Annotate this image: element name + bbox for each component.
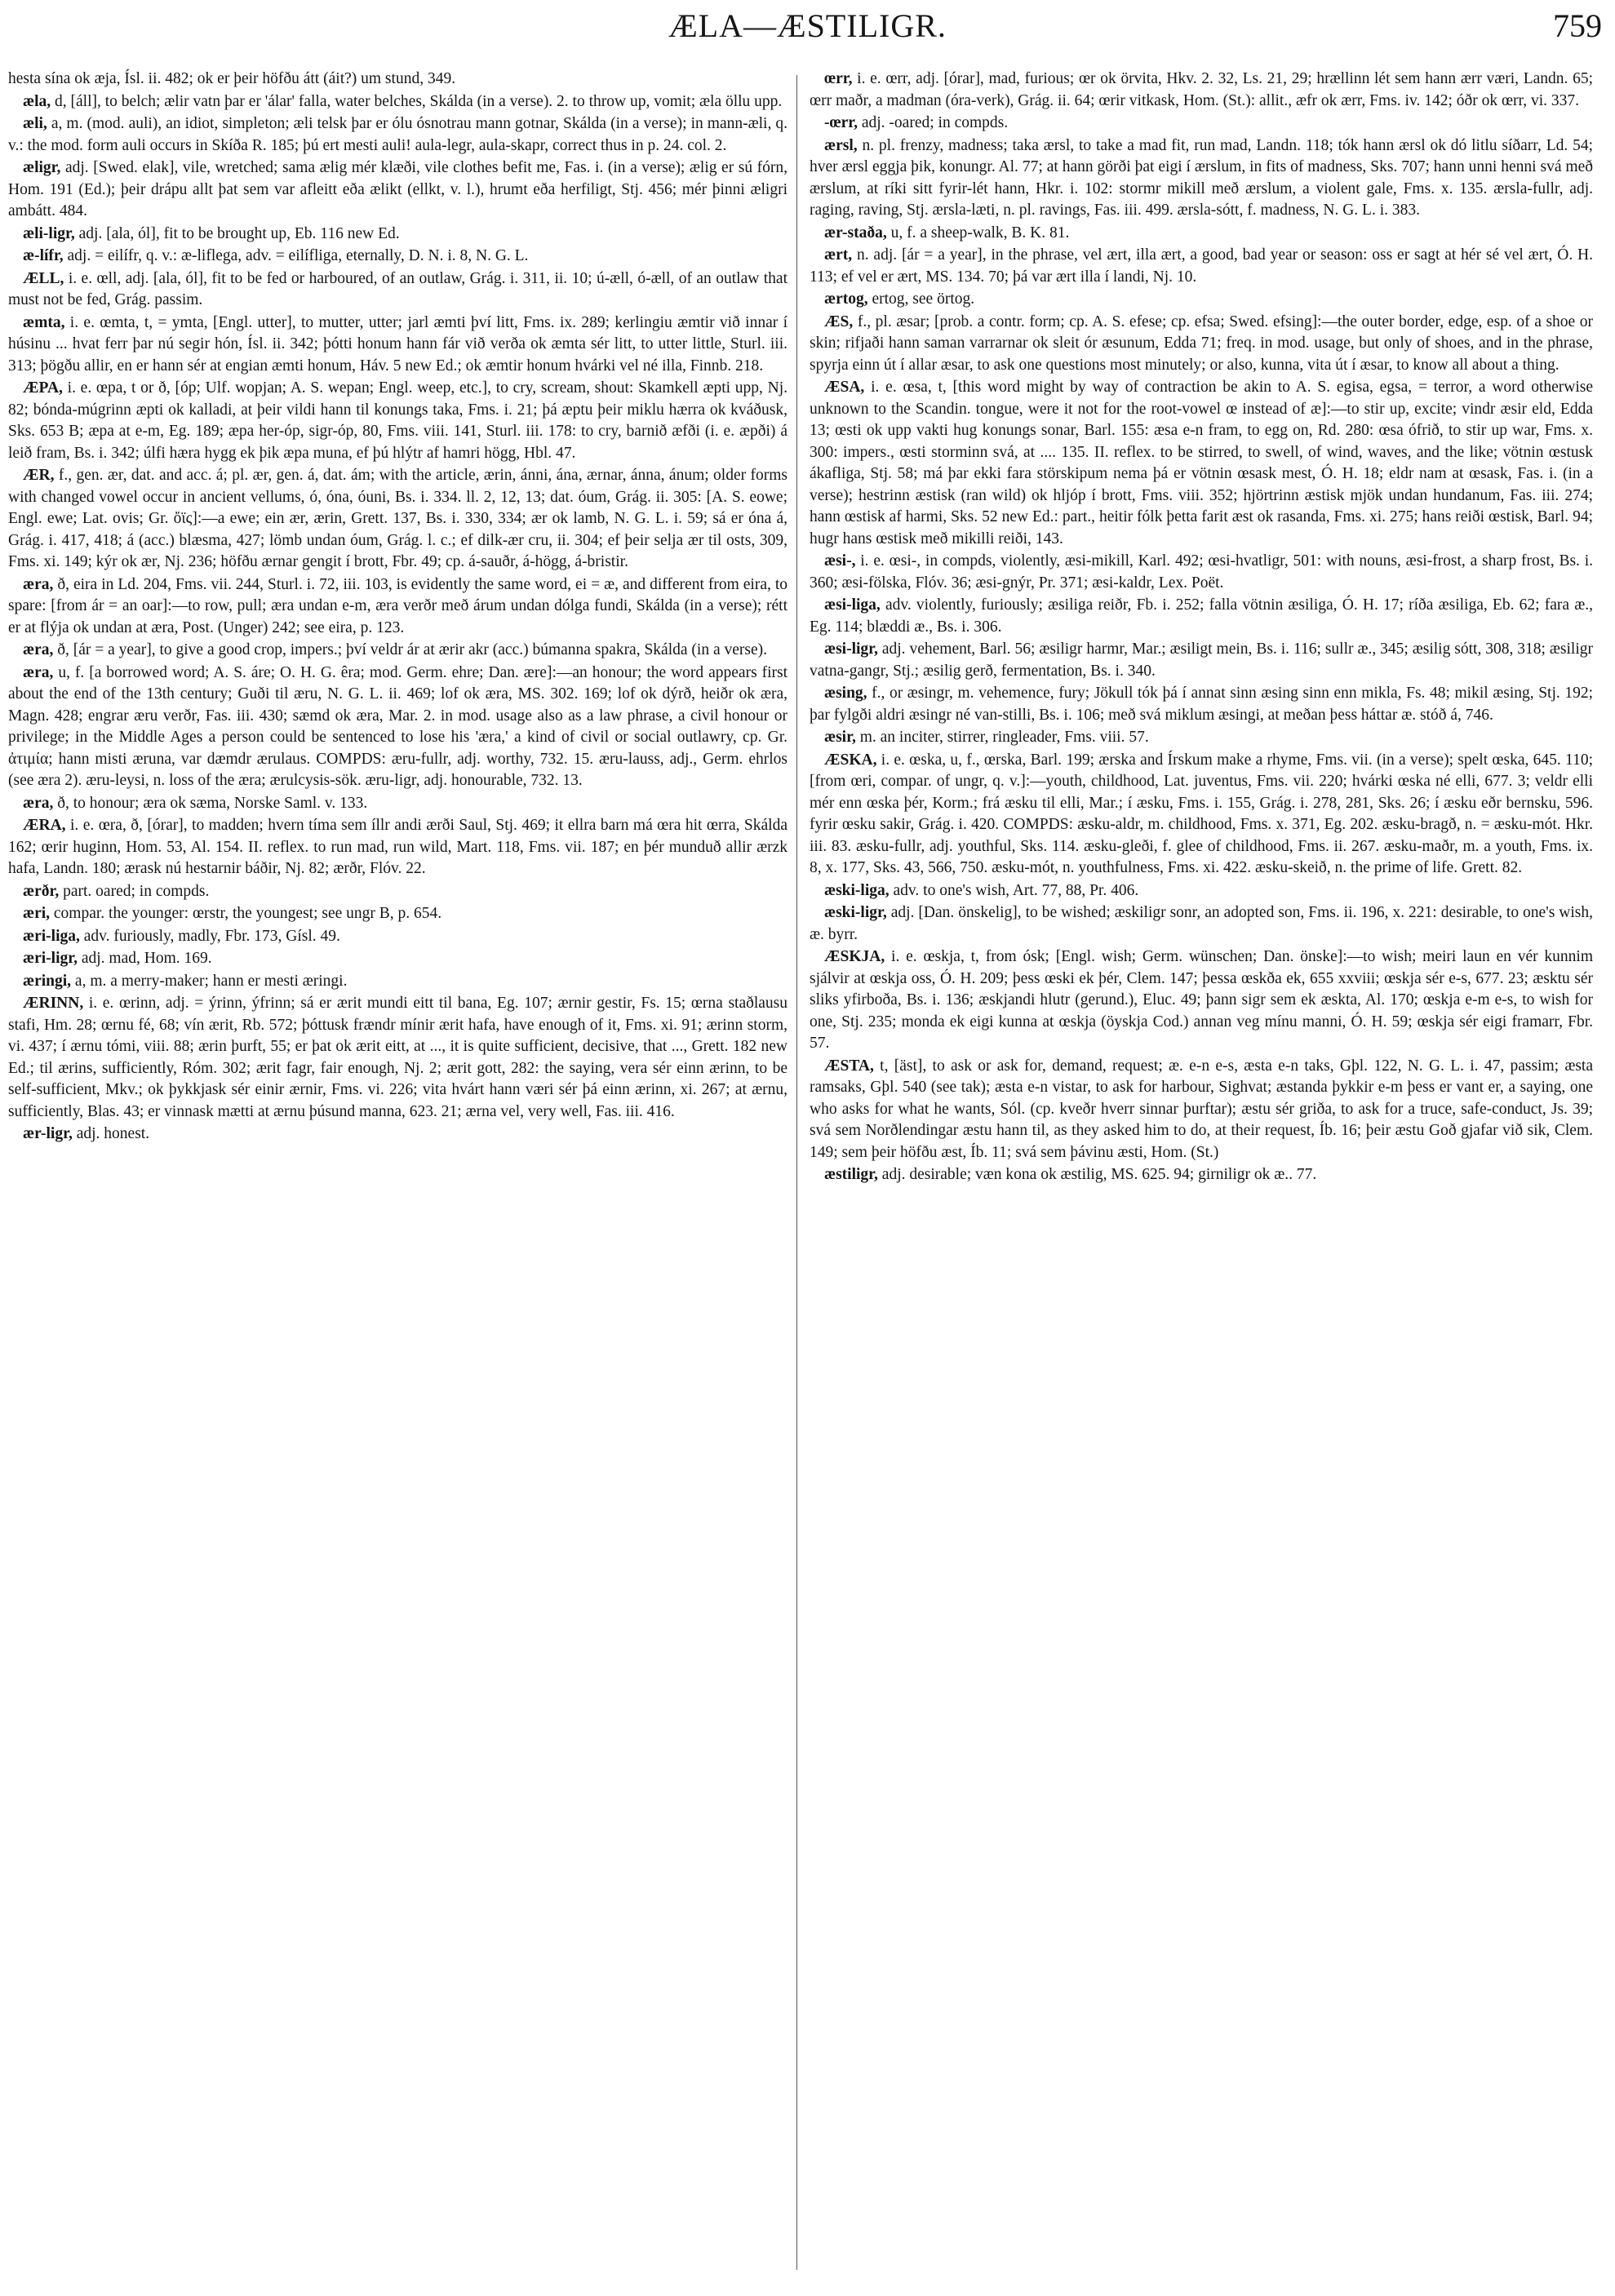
dictionary-entry bbox=[8, 663, 788, 792]
entry-text: adv. to one's wish, Art. 77, 88, Pr. 406. bbox=[893, 881, 1139, 899]
dictionary-entry bbox=[810, 639, 1593, 682]
entry-headword: æri-liga, bbox=[23, 927, 80, 945]
entry-headword: æra, bbox=[23, 575, 54, 593]
dictionary-entry bbox=[8, 465, 788, 574]
dictionary-entry bbox=[8, 815, 788, 880]
entry-text: adj. [Dan. önskelig], to be wished; æskiligr sonr, an adopted son, Fms. ii. 196, x. 221: desirable, to one's wish, æ. byrr. bbox=[810, 904, 1593, 943]
entry-text: i. e. œska, u, f., œrska, Barl. 199; ærska and Írskum make a rhyme, Fms. vii. (in a verse); spelt œska, 645. 110; [from œri, compar. of ungr, q. v.]:—youth, childhood, Lat. juventus, Fms. vii. 220; hvárki œska né elli, 677. 3; veldr elli mér enn œska þér, Korm.; frá æsku til elli, Mar.; í æsku, Fms. i. 155, Grág. i. 278, 281, Sks. 26; í æsku eðr bernsku, 596. fyrir œsku sakir, Grág. i. 420. COMPDS: æsku-aldr, m. childhood, Fms. x. 371, Eg. 202. æsku-bragð, n. = æsku-mót. Hkr. iii. 83. æsku-fullr, adj. youthful, Sks. 114. æsku-gleði, f. glee of childhood, Fms. ii. 267. æsku-maðr, m. a youth, Fms. ix. 8, x. 177, Sks. 43, 566, 750. æsku-mót, n. youthfulness, Fms. xi. 422. æsku-skeið, n. the prime of life. Grett. 82. bbox=[810, 751, 1593, 876]
entry-text: i. e. œrr, adj. [órar], mad, furious; œr ok örvita, Hkv. 2. 32, Ls. 21, 29; hrællinn lét sem hann ærr væri, Landn. 65; œrr maðr, a madman (óra-verk), Grág. ii. 64; œrir vitkask, Hom. (St.): allit., æfr ok ærr, Fms. iv. 142; óðr ok œrr, vi. 337. bbox=[810, 70, 1593, 109]
entry-headword: æri-ligr, bbox=[23, 950, 78, 967]
dictionary-entry bbox=[810, 289, 1593, 311]
entry-text: ð, eira in Ld. 204, Fms. vii. 244, Sturl. i. 72, iii. 103, is evidently the same word, ei = æ, and different from eira, to spare: [from ár = an oar]:—to row, pull; æra undan e-m, æra verðr með árum undan dólga fundi, Skálda (in a verse); rétt er at flýja ok undan at æra, Post. (Unger) 242; see eira, p. 123. bbox=[8, 575, 788, 636]
dictionary-entry bbox=[810, 880, 1593, 902]
entry-headword: æski-ligr, bbox=[824, 904, 887, 921]
entry-text: compar. the younger: œrstr, the youngest; see ungr B, p. 654. bbox=[53, 905, 442, 922]
dictionary-entry bbox=[8, 640, 788, 662]
entry-text: i. e. œrinn, adj. = ýrinn, ýfrinn; sá er ærit mundi eitt til bana, Eg. 107; ærnir gestir, Fs. 15; œrna staðlausu stafi, Hm. 28; œrnu fé, 68; vín ærit, Rb. 572; þóttusk frændr mínir ærit hafa, have enough of it, Fms. xi. 91; ærinn storm, vi. 437; í ærnu tómi, viii. 88; ærin þurft, 55; er þat ok ærit eitt, at ..., it is quite sufficient, decisive, that ..., Grett. 182 new Ed.; til ærins, sufficiently, Róm. 302; ærit fagr, fair enough, Nj. 2; ærit gott, 282: the saying, vera sér einn ærinn, to be self-sufficient, Mkv.; ok þykkjask sér einir ærnir, Fms. vi. 226; vita hvárt hann væri sér þá einn ærinn, xi. 267; at ærnu, sufficiently, Blas. 43; er vinnask mætti at ærnu þúsund manna, 623. 21; ærna vel, very well, Fas. iii. 416. bbox=[8, 995, 788, 1120]
dictionary-entry bbox=[810, 727, 1593, 749]
entry-headword: ÆRINN, bbox=[23, 995, 84, 1012]
entry-text: adj. [ala, ól], fit to be brought up, Eb. 116 new Ed. bbox=[78, 224, 400, 242]
entry-headword: æli, bbox=[23, 115, 47, 132]
entry-headword: œrr, bbox=[824, 70, 853, 87]
entry-text: f., gen. ær, dat. and acc. á; pl. ær, gen. á, dat. ám; with the article, ærin, ánni, ána, ærnar, ánna, ánum; older forms with changed vowel occur in ancient vellums, ó, óna, óuni, Bs. i. 334. ll. 2, 12, 13; dat. óum, Grág. ii. 305: [A. S. eowe; Engl. ewe; Lat. ovis; Gr. ὄϊς]:—a ewe; ein ær, ærin, Grett. 137, Bs. i. 330, 334; ær ok lamb, N. G. L. i. 59; sá er óna á, Grág. i. 417, 418; á (acc.) blæsma, 427; lömb undan óum, Grág. l. c.; ef dilk-ær cru, ii. 304; ef þeir selja ær til osts, 309, Fms. xi. 149; kýr ok ær, Nj. 236; höfðu ærnar gengit í brott, Fbr. 49; cp. á-sauðr, á-högg, á-bristir. bbox=[8, 467, 788, 570]
entry-headword: æringi, bbox=[23, 972, 72, 990]
entry-text: i. e. œpa, t or ð, [óp; Ulf. wopjan; A. S. wepan; Engl. weep, etc.], to cry, scream, shout: Skamkell æpti upp, Nj. 82; bónda-múgrinn æpti ok kalladi, at þeir vildi hann til konungs taka, Fms. i. 21; þá æptu þeir miklu hærra ok kváðusk, Sks. 653 B; æpa at e-m, Eg. 189; æpa her-óp, sigr-óp, 80, Fms. viii. 141, Sturl. iii. 178: to cry, barnið æfði (i. e. æpði) á leið fram, Bs. i. 342; úlfi hæra hygg ek þik æpa muna, ef þú hlýtr af hamri högg, Hbl. 47. bbox=[8, 379, 788, 462]
dictionary-entry bbox=[810, 683, 1593, 726]
entry-headword: æra, bbox=[23, 794, 54, 812]
entry-text: i. e. œmta, t, = ymta, [Engl. utter], to mutter, utter; jarl æmti því litt, Fms. ix. 289; kerlingiu æmtir við innar í húsinu ... hvat ferr þar nú segir hón, Ísl. ii. 342; þótti honum hann fár við verða ok æmta sér litt, to utter little, Sturl. iii. 313; þögðu allir, en er hann sér at engian æmti honum, Háv. 5 new Ed.; ok æmtir honum hvárki vel né illa, Finnb. 218. bbox=[8, 313, 788, 375]
dictionary-entry bbox=[810, 135, 1593, 222]
running-title: ÆLA—ÆSTILIGR. bbox=[668, 7, 947, 44]
right-column bbox=[810, 69, 1593, 2272]
dictionary-entry bbox=[8, 312, 788, 378]
dictionary-entry bbox=[8, 948, 788, 970]
dictionary-entry bbox=[810, 750, 1593, 880]
dictionary-entry bbox=[810, 902, 1593, 946]
entry-text: u, f. a sheep-walk, B. K. 81. bbox=[890, 224, 1070, 242]
dictionary-entry bbox=[8, 881, 788, 903]
entry-text: a, m. a merry-maker; hann er mesti æringi. bbox=[74, 972, 348, 990]
entry-text: adj. vehement, Barl. 56; æsiligr harmr, Mar.; æsiligt mein, Bs. i. 116; sullr æ., 345; æsilig sótt, 308, 318; æsiligr vatna-gangr, Stj.; æsilig gerð, fermentation, Bs. i. 340. bbox=[810, 640, 1593, 680]
entry-headword: ær-staða, bbox=[824, 224, 887, 242]
entry-text: adj. mad, Hom. 169. bbox=[81, 950, 212, 967]
dictionary-entry bbox=[8, 224, 788, 246]
entry-text: part. oared; in compds. bbox=[63, 882, 210, 900]
entry-headword: ÆSA, bbox=[824, 379, 865, 396]
dictionary-entry bbox=[8, 91, 788, 113]
entry-text: f., pl. æsar; [prob. a contr. form; cp. A. S. efese; cp. efsa; Swed. efsing]:—the outer border, edge, esp. of a shoe or skin; rifjaði hann saman varrarnar ok sleit ór æsunum, Edda 71; freq. in mod. usage, but only of shoes, and in the phrase, spyrja einn út í allar æsar, to ask one questions most minutely; or also, kunna, vita út í æsar, to know all about a thing. bbox=[810, 312, 1593, 374]
entry-text: d, [áll], to belch; ælir vatn þar er 'álar' falla, water belches, Skálda (in a verse). 2. to throw up, vomit; æla öllu upp. bbox=[55, 92, 783, 110]
entry-headword: ærtog, bbox=[824, 290, 868, 308]
entry-text: m. an inciter, stirrer, ringleader, Fms. viii. 57. bbox=[859, 729, 1149, 746]
entry-text: a, m. (mod. auli), an idiot, simpleton; æli telsk þar er ólu ósnotrau mann gotnar, Skálda (in a verse); in mann-æli, q. v.: the mod. form auli occurs in Skíða R. 185; þú ert mesti auli! aula-legr, aula-skapr, correct thus in p. 24. col. 2. bbox=[8, 115, 788, 154]
entry-headword: ÆSKJA, bbox=[824, 948, 885, 965]
entry-headword: æski-liga, bbox=[824, 881, 890, 899]
entry-headword: ÆR, bbox=[23, 467, 55, 484]
entry-headword: æsir, bbox=[824, 729, 856, 746]
entry-headword: æsing, bbox=[824, 685, 867, 702]
entry-text: adv. furiously, madly, Fbr. 173, Gísl. 49. bbox=[83, 927, 340, 945]
entry-text: ertog, see örtog. bbox=[872, 290, 975, 308]
entry-text: ð, to honour; æra ok sæma, Norske Saml. v. 133. bbox=[57, 794, 368, 812]
dictionary-entry bbox=[8, 903, 788, 925]
entry-headword: æri, bbox=[23, 905, 51, 922]
entry-text: i. e. œll, adj. [ala, ól], fit to be fed or harboured, of an outlaw, Grág. i. 311, ii. 10; ú-æll, ó-æll, of an outlaw that must not be fed, Grág. passim. bbox=[8, 269, 788, 308]
dictionary-entry bbox=[8, 993, 788, 1123]
dictionary-entry bbox=[810, 245, 1593, 288]
entry-text: i. e. œsa, t, [this word might by way of contraction be akin to A. S. egisa, egsa, = terror, a word otherwise unknown to the Scandin. tongue, were it not for the root-vowel œ instead of æ]:—to stir up, excite; vindr æsir eld, Edda 13; œsti ok upp vakti hug konungs sonar, Barl. 155: æsa e-n fram, to egg on, Rd. 280: œsa ófrið, to stir up war, Fms. x. 300: impers., œsti storminn svá, at .... 135. II. reflex. to be stirred, to swell, of wind, waves, and the like; vötnin œstusk ákafliga, Stj. 58; má þar ekki fara störskipum nema þá er vötnin œsask mest, Ó. H. 18; eldr nam at œsask, Fas. i. (in a verse); hestrinn æstisk (ran wild) ok hljóp í brott, Fms. viii. 352; hjörtrinn æstisk mjök undan hundanum, Fas. iii. 274; hann œstisk af harmi, Sks. 52 new Ed.: part., heitir fólk þetta farit æst ok rasanda, Fms. xi. 275; hans reiði œstisk, Barl. 94; hugr hans œstisk með mikilli reiði, 143. bbox=[810, 379, 1593, 547]
dictionary-entry bbox=[8, 69, 788, 91]
entry-headword: ÆSTA, bbox=[824, 1057, 874, 1075]
dictionary-entry bbox=[810, 223, 1593, 245]
entry-headword: ærðr, bbox=[23, 882, 60, 900]
entry-text: hesta sína ok æja, Ísl. ii. 482; ok er þeir höfðu átt (áit?) um stund, 349. bbox=[8, 70, 456, 87]
entry-headword: æsi-, bbox=[824, 552, 856, 570]
entry-text: adj. honest. bbox=[76, 1125, 150, 1142]
entry-headword: ÆRA, bbox=[23, 817, 66, 834]
entry-headword: æla, bbox=[23, 92, 51, 110]
dictionary-entry bbox=[8, 113, 788, 157]
entry-headword: -œrr, bbox=[824, 114, 858, 131]
entry-headword: æligr, bbox=[23, 159, 61, 176]
dictionary-entry bbox=[8, 574, 788, 640]
entry-headword: æra, bbox=[23, 663, 54, 681]
entry-headword: æmta, bbox=[23, 313, 65, 331]
entry-text: f., or æsingr, m. vehemence, fury; Jökull tók þá í annat sinn æsing sinn enn mikla, Fs. 48; mikil æsing, Stj. 192; þar fylgði aldri æsingr né van-stilli, Bs. i. 106; með svá miklum æsingi, at meðan þess háttar æ. stóð á, 746. bbox=[810, 685, 1593, 724]
page-number: 759 bbox=[1553, 7, 1602, 44]
dictionary-entry bbox=[8, 793, 788, 815]
dictionary-entry bbox=[8, 246, 788, 268]
dictionary-entry bbox=[810, 377, 1593, 550]
dictionary-entry bbox=[8, 1124, 788, 1146]
dictionary-entry bbox=[8, 157, 788, 223]
entry-headword: æli-ligr, bbox=[23, 224, 75, 242]
dictionary-entry bbox=[810, 551, 1593, 594]
entry-headword: ÆLL, bbox=[23, 269, 64, 287]
dictionary-entry bbox=[8, 926, 788, 948]
entry-headword: ært, bbox=[824, 246, 853, 264]
entry-headword: ÆS, bbox=[824, 312, 854, 330]
entry-headword: æsi-liga, bbox=[824, 596, 881, 614]
entry-text: adv. violently, furiously; æsiliga reiðr, Fb. i. 252; falla vötnin æsiliga, Ó. H. 17; ríða æsiliga, Eb. 62; fara æ., Eg. 114; blæddi æ., Bs. i. 306. bbox=[810, 596, 1593, 636]
entry-headword: æra, bbox=[23, 641, 54, 658]
dictionary-entry bbox=[810, 1164, 1593, 1186]
running-head bbox=[0, 7, 1615, 52]
entry-text: adj. -oared; in compds. bbox=[861, 114, 1009, 131]
entry-headword: ærsl, bbox=[824, 136, 858, 154]
dictionary-entry bbox=[810, 312, 1593, 377]
entry-text: i. e. œskja, t, from ósk; [Engl. wish; Germ. wünschen; Dan. önske]:—to wish; meiri laun en vér kunnim sjálvir at œskja oss, Ó. H. 209; þess œski ek þér, Clem. 147; þessa œskða ek, 655 xxviii; œskja sér e-s, 677. 23; æsktu sér sliks yfirboða, Bs. i. 136; æskjandi hlutr (gerund.), Eluc. 49; þann sigr sem ek æskta, Al. 170; œskja e-m e-s, to wish for one, Stj. 235; monda ek eigi kunna at œskja (öyskja Cod.) annan veg mínu manni, Ó. H. 59; œskja sér eigi framarr, Fbr. 57. bbox=[810, 948, 1593, 1052]
entry-text: adj. desirable; væn kona ok æstilig, MS. 625. 94; girniligr ok æ.. 77. bbox=[881, 1166, 1317, 1183]
entry-headword: ÆPA, bbox=[23, 379, 63, 397]
entry-text: n. adj. [ár = a year], in the phrase, vel ært, illa ært, a good, bad year or season: oss er sagt at hér sé vel ært, Ó. H. 113; ef vel er ært, MS. 134. 70; þá var ært illa í landi, Nj. 10. bbox=[810, 246, 1593, 286]
dictionary-entry bbox=[810, 69, 1593, 112]
left-column bbox=[8, 69, 788, 2272]
entry-headword: æ-lífr, bbox=[23, 247, 64, 264]
dictionary-entry bbox=[8, 268, 788, 312]
entry-text: u, f. [a borrowed word; A. S. áre; O. H. G. êra; mod. Germ. ehre; Dan. ære]:—an honour; the word appears first about the end of the 13th century; Guði til æru, N. G. L. ii. 469; lof ok æra, MS. 302. 169; lof ok dýrð, heiðr ok æra, Magn. 428; engrar æru verðr, Fas. iii. 430; sæmd ok æra, Mar. 2. in mod. usage also as a law phrase, a civil honour or privilege; in the Middle Ages a person could be sentenced to lose his 'æra,' a kind of civil or social outlawry, cp. Gr. ἀτιμία; hann misti æruna, var dæmdr ærulaus. COMPDS: æru-fullr, adj. worthy, 732. 15. æru-lauss, adj., Germ. ehrlos (see æra 2). æru-leysi, n. loss of the æra; ærulcysis-sök. æru-ligr, adj. honourable, 732. 13. bbox=[8, 663, 788, 789]
entry-text: i. e. œsi-, in compds, violently, æsi-mikill, Karl. 492; œsi-hvatligr, 501: with nouns, æsi-frost, a sharp frost, Bs. i. 360; æsi-fölska, Flóv. 36; æsi-gnýr, Pr. 371; æsi-kaldr, Lex. Poët. bbox=[810, 552, 1593, 592]
entry-headword: æsi-ligr, bbox=[824, 640, 878, 658]
entry-text: adj. = eilífr, q. v.: æ-liflega, adv. = eilífliga, eternally, D. N. i. 8, N. G. L. bbox=[67, 247, 529, 264]
entry-headword: æstiligr, bbox=[824, 1166, 878, 1183]
entry-text: adj. [Swed. elak], vile, wretched; sama ælig mér klæði, vile clothes befit me, Fas. i. (in a verse); ælig er sú fórn, Hom. 191 (Ed.); þeir drápu allt þat sem var afleitt eða ælikt (ellkt, v. l.), hrumt eða herfiligt, Stj. 456; mér þinni æligri ambátt. 484. bbox=[8, 159, 788, 219]
entry-text: ð, [ár = a year], to give a good crop, impers.; því veldr ár at ærir akr (acc.) búmanna spakra, Skálda (in a verse). bbox=[57, 641, 767, 658]
entry-text: t, [äst], to ask or ask for, demand, request; æ. e-n e-s, æsta e-n taks, Gþl. 122, N. G. L. i. 47, passim; æsta ramsaks, Gþl. 540 (see tak); æsta e-n vistar, to ask for harbour, Sighvat; æstanda þykkir e-m þess er vant er, a saying, one who asks for what he wants, Sól. (cp. kveðr hverr sinnar þurftar); æstu sér griða, to ask for a truce, safe-conduct, Js. 39; svá sem Norðlendingar æstu hann til, as they asked him to do, at their request, Íb. 16; þeir æstu Goð gjafar við sik, Clem. 149; sem þeir höfðu æst, Íb. 11; svá sem þávinu æsti, Hom. (St.) bbox=[810, 1057, 1593, 1161]
dictionary-entry bbox=[810, 113, 1593, 135]
dictionary-entry bbox=[8, 971, 788, 993]
entry-text: n. pl. frenzy, madness; taka ærsl, to take a mad fit, run mad, Landn. 118; tók hann ærsl ok dó litlu síðarr, Ld. 54; hver ærsl eggja þik, konungr. Al. 77; at hann görði þat eigi í ærslum, in fits of madness, Sks. 707; hann unni henni svá með ærslum, at ríki sitt fyrir-lét hann, Hkr. i. 102: stormr mikill með ærslum, a violent gale, Fms. x. 135. ærsla-fullr, adj. raging, raving, Stj. ærsla-læti, n. pl. ravings, Fas. iii. 499. ærsla-sótt, f. madness, N. G. L. i. 383. bbox=[810, 136, 1593, 219]
dictionary-entry bbox=[8, 378, 788, 464]
dictionary-entry bbox=[810, 595, 1593, 638]
entry-headword: ær-ligr, bbox=[23, 1125, 73, 1142]
column-divider bbox=[796, 75, 797, 2270]
dictionary-entry bbox=[810, 946, 1593, 1055]
entry-text: i. e. œra, ð, [órar], to madden; hvern tíma sem íllr andi ærði Saul, Stj. 469; it ellra barn má œra hit œrra, Skálda 162; œrir huginn, Hom. 53, Al. 154. II. reflex. to run mad, run wild, Mart. 118, Fms. vii. 187; en þér munduð allir ærzk hafa, Landn. 180; ærask nú hestarnir báðir, Nj. 82; ærðr, Flóv. 22. bbox=[8, 817, 788, 877]
entry-headword: ÆSKA, bbox=[824, 751, 877, 769]
dictionary-entry bbox=[810, 1056, 1593, 1164]
